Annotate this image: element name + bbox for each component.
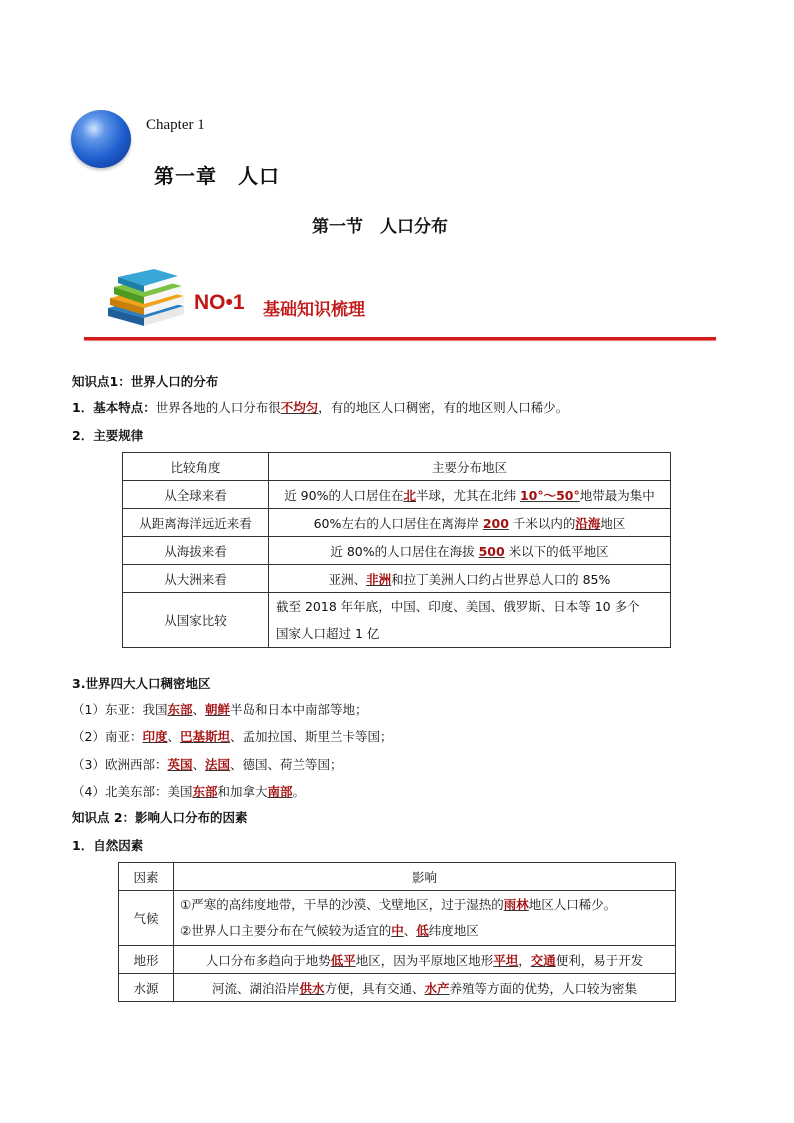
table-row [119,974,676,1002]
keyword: 印度 [142,729,168,744]
dense-title: 3.世界四大人口稠密地区 [72,676,211,691]
table-cell-area: 60%左右的人口居住在离海岸 200 千米以内的沿海地区 [269,509,671,537]
globe-logo [71,110,131,168]
kp1-item1 [72,399,568,417]
table-row [119,946,676,974]
table-cell-angle: 从国家比较 [123,593,269,648]
keyword: 低平 [330,952,356,968]
table-cell-factor: 地形 [119,946,174,974]
table-cell-factor: 气候 [119,891,174,946]
keyword: 东部 [192,784,218,799]
keyword: 雨林 [503,897,529,912]
distribution-table [122,452,671,648]
table-header-row [119,863,676,891]
books-icon [104,268,186,328]
keyword: 东部 [167,702,193,717]
table-row [123,481,671,509]
keyword: 低 [416,923,429,938]
dense-south-asia: （2）南亚：印度、巴基斯坦、孟加拉国、斯里兰卡等国； [72,729,393,744]
keyword: 巴基斯坦 [179,729,230,744]
kp1-title: 知识点1：世界人口的分布 [72,374,219,389]
table-cell-effect: ①严寒的高纬度地带，干旱的沙漠、戈壁地区，过于湿热的雨林地区人口稀少。 ②世界人口主要分布在气候较为适宜的中、低纬度地区 [174,891,676,946]
kp1-item2: 2．主要规律 [72,428,144,443]
table-cell-area: 近 80%的人口居住在海拔 500 米以下的低平地区 [269,537,671,565]
keyword: 北 [403,487,416,503]
keyword: 水产 [424,980,450,996]
table-cell-area: 截至 2018 年年底，中国、印度、美国、俄罗斯、日本等 10 多个 国家人口超过 1 亿 [269,593,671,648]
kp1-item1-text-post: ，有的地区人口稠密，有的地区则人口稀少。 [318,400,569,415]
table-row [123,509,671,537]
keyword: 朝鲜 [205,702,231,717]
table-cell-area: 亚洲、非洲和拉丁美洲人口约占世界总人口的 85% [269,565,671,593]
keyword: 南部 [267,784,293,799]
table-cell-effect: 河流、湖泊沿岸供水方便，具有交通、水产养殖等方面的优势，人口较为密集 [174,974,676,1002]
banner-divider [84,337,716,340]
chapter-label-en: Chapter 1 [146,117,205,133]
chapter-title: 第一章 人口 [154,164,280,188]
dense-europe: （3）欧洲西部：英国、法国、德国、荷兰等国； [72,757,343,772]
kp1-item1-text: 世界各地的人口分布很 [155,400,281,415]
section-title: 第一节 人口分布 [312,217,448,237]
keyword: 200 [482,515,509,531]
keyword: 供水 [299,980,325,996]
keyword: 沿海 [575,515,601,531]
table-cell-area: 近 90%的人口居住在北半球，尤其在北纬 10°～50°地带最为集中 [269,481,671,509]
keyword: 500 [478,543,505,559]
keyword: 平坦 [493,952,519,968]
table-row [123,565,671,593]
table-header-cell: 影响 [174,863,676,891]
factors-table [118,862,676,1002]
keyword: 中 [391,923,404,938]
section-number-label: NO•1 [194,291,245,314]
table-cell-angle: 从距离海洋远近来看 [123,509,269,537]
table-header-cell: 比较角度 [123,453,269,481]
table-cell-angle: 从全球来看 [123,481,269,509]
keyword: 法国 [205,757,231,772]
kp1-item1-label: 1．基本特点： [72,400,156,415]
table-cell-angle: 从海拔来看 [123,537,269,565]
kp2-title: 知识点 2：影响人口分布的因素 [72,810,248,825]
table-cell-effect: 人口分布多趋向于地势低平地区，因为平原地区地形平坦，交通便利，易于开发 [174,946,676,974]
kp2-subtitle: 1．自然因素 [72,838,144,853]
table-cell-factor: 水源 [119,974,174,1002]
table-header-cell: 因素 [119,863,174,891]
table-row [123,537,671,565]
dense-north-america: （4）北美东部：美国东部和加拿大南部。 [72,784,306,799]
section-subtitle: 基础知识梳理 [263,300,365,320]
table-header-row [123,453,671,481]
table-row [119,891,676,946]
table-header-cell: 主要分布地区 [269,453,671,481]
keyword: 10°～50° [519,487,580,503]
dense-east-asia: （1）东亚：我国东部、朝鲜半岛和日本中南部等地； [72,702,368,717]
keyword: 交通 [530,952,556,968]
table-row [123,593,671,648]
keyword: 英国 [167,757,193,772]
keyword: 不均匀 [280,400,319,415]
table-cell-angle: 从大洲来看 [123,565,269,593]
keyword: 非洲 [366,571,392,587]
